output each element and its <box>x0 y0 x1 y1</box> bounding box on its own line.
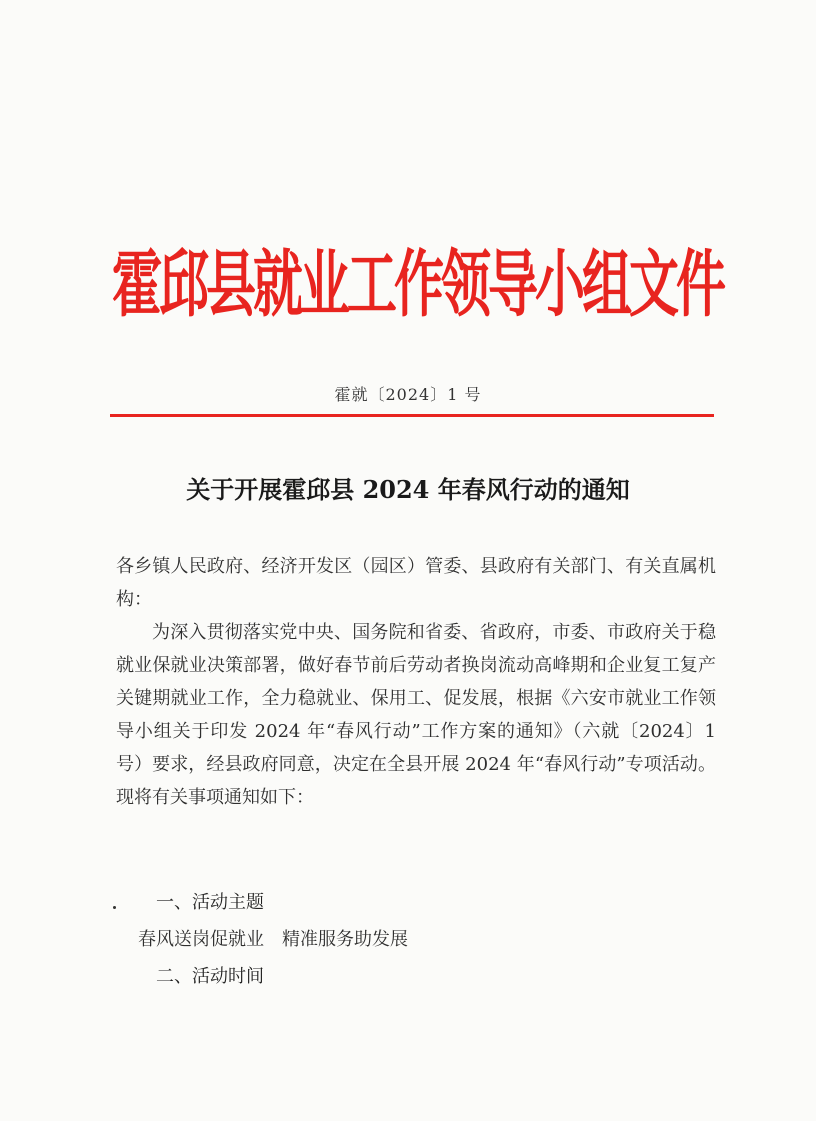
section-content-theme: 春风送岗促就业 精准服务助发展 <box>138 929 408 950</box>
notice-title: 关于开展霍邱县 2024 年春风行动的通知 <box>186 475 630 504</box>
section-heading-theme: 一、活动主题 <box>156 892 264 913</box>
paragraph-intro: 为深入贯彻落实党中央、国务院和省委、省政府，市委、市政府关于稳就业保就业决策部署，做好春节前后劳动者换岗流动高峰期和企业复工复产关键期就业工作，全力稳就业、保用工、促发展，根据《六安市就业工作领导小组关于印发 2024 年“春风行动”工作方案的通知》（六就〔2024〕1 号）要求，经县政府同意，决定在全县开展 2024 年“春风行动”专项活动。现将有关事项通知如下： <box>116 622 716 808</box>
salutation: 各乡镇人民政府、经济开发区（园区）管委、县政府有关部门、有关直属机构： <box>116 556 716 610</box>
notice-body <box>116 550 716 814</box>
red-divider-line <box>110 414 714 417</box>
scan-speck <box>113 906 116 909</box>
issuer-header-title: 霍邱县就业工作领导小组文件 <box>112 241 723 327</box>
document-number: 霍就〔2024〕1 号 <box>334 385 482 404</box>
section-heading-time: 二、活动时间 <box>156 966 264 987</box>
